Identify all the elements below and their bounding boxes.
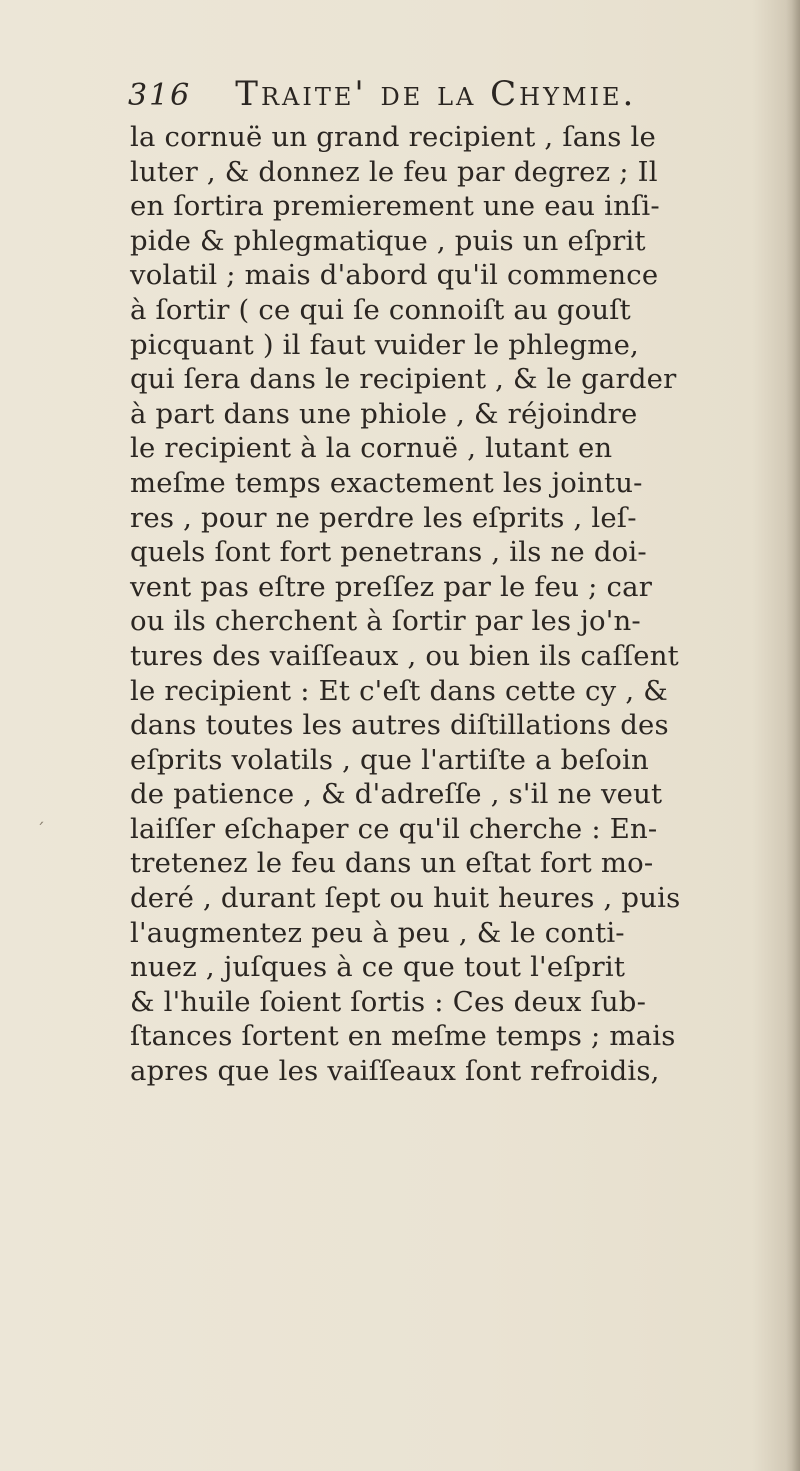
text-line: le recipient à la cornuë , lutant en bbox=[130, 432, 613, 465]
text-line: la cornuë un grand recipient , ſans le bbox=[130, 121, 656, 153]
text-line: à part dans une phiole , & réjoindre bbox=[130, 397, 638, 430]
text-line: en ſortira premierement une eau inſi- bbox=[130, 190, 660, 223]
text-line: qui ſera dans le recipient , & le garder bbox=[130, 363, 677, 396]
text-line: res , pour ne perdre les eſprits , leſ- bbox=[130, 501, 637, 534]
text-line: deré , durant ſept ou huit heures , puis bbox=[130, 882, 681, 915]
text-line: apres que les vaiſſeaux ſont refroidis, bbox=[130, 1055, 660, 1088]
text-line: le recipient : Et c'eſt dans cette cy , & bbox=[130, 674, 668, 707]
text-line: dans toutes les autres diſtillations des bbox=[130, 709, 669, 742]
stray-ink-mark: ´ bbox=[36, 820, 45, 841]
text-line: de patience , & d'adreſſe , s'il ne veut bbox=[130, 778, 663, 811]
text-line: eſprits volatils , que l'artiſte a beſoin bbox=[130, 743, 649, 776]
text-line: nuez , juſques à ce que tout l'eſprit bbox=[130, 951, 626, 984]
text-line: l'augmentez peu à peu , & le conti- bbox=[130, 916, 625, 949]
text-line: volatil ; mais d'abord qu'il commence bbox=[130, 259, 659, 292]
text-line: à ſortir ( ce qui ſe connoiſt au gouſt bbox=[130, 293, 631, 326]
text-line: picquant ) il faut vuider le phlegme, bbox=[130, 328, 639, 361]
page-number: 316 bbox=[128, 78, 192, 113]
text-line: tures des vaiſſeaux , ou bien ils caſſent bbox=[130, 639, 679, 672]
text-line: laiſſer eſchaper ce qu'il cherche : En- bbox=[130, 812, 658, 845]
text-line: tretenez le feu dans un eſtat fort mo- bbox=[130, 847, 654, 880]
text-line: meſme temps exactement les jointu- bbox=[130, 466, 643, 499]
body-text bbox=[130, 120, 790, 1089]
text-line: ou ils cherchent à ſortir par les jo'n- bbox=[130, 605, 641, 638]
text-line: ſtances ſortent en meſme temps ; mais bbox=[130, 1020, 676, 1053]
text-line: luter , & donnez le feu par degrez ; Il bbox=[130, 155, 658, 188]
text-line: & l'huile ſoient ſortis : Ces deux ſub- bbox=[130, 985, 647, 1018]
text-line: quels ſont fort penetrans , ils ne doi- bbox=[130, 536, 647, 569]
page-header bbox=[128, 74, 768, 114]
text-line: pide & phlegmatique , puis un eſprit bbox=[130, 224, 646, 257]
text-line: vent pas eſtre preſſez par le feu ; car bbox=[130, 570, 653, 603]
running-title: Traite' de la Chymie. bbox=[235, 74, 637, 114]
